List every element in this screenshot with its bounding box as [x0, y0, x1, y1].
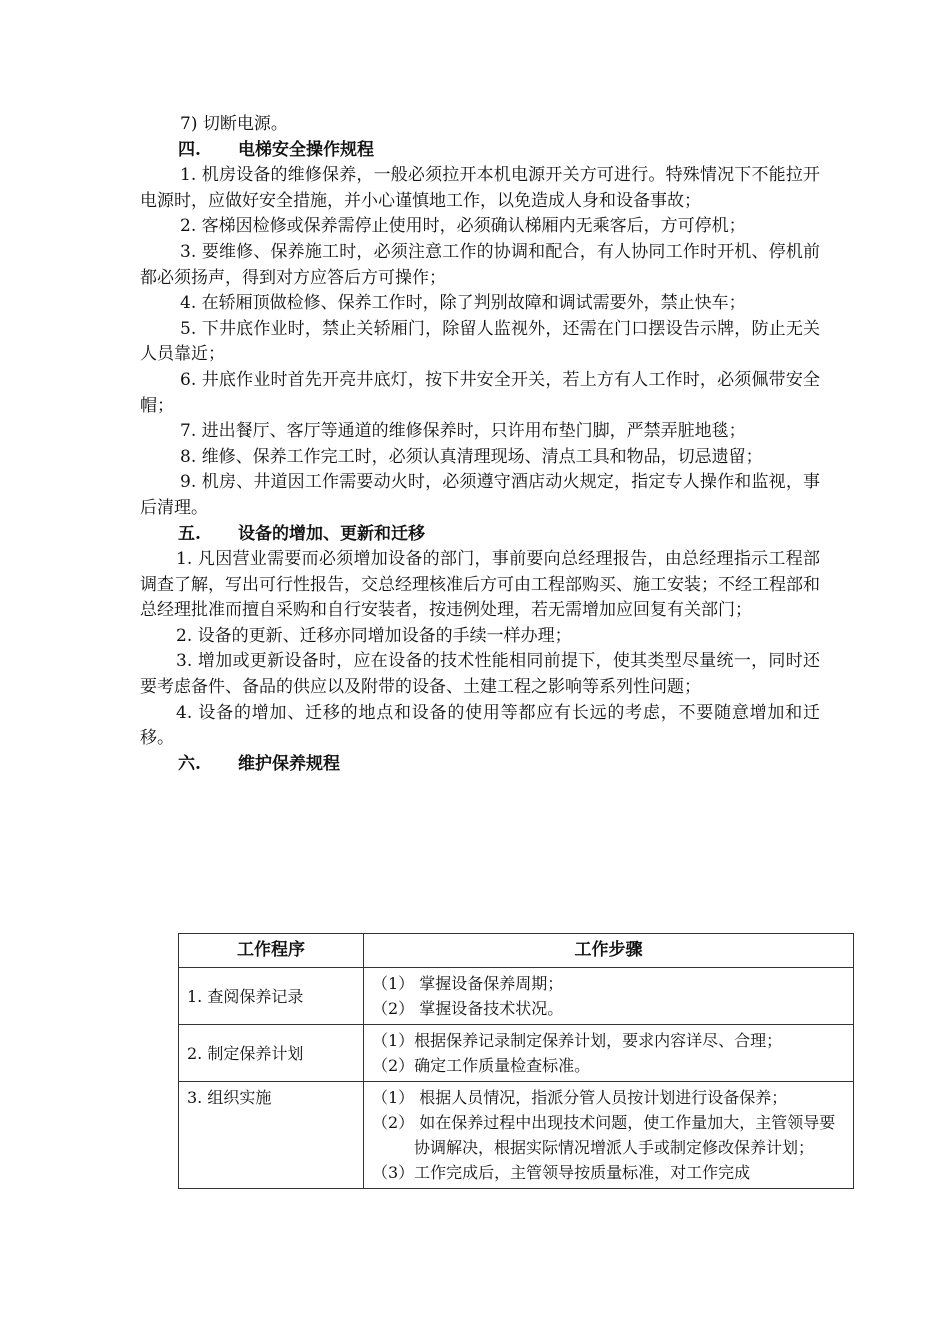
section-4-item-6: 6. 井底作业时首先开亮井底灯，按下井安全开关，若上方有人工作时，必须佩带安全帽； [140, 369, 820, 416]
section-5-heading [140, 522, 820, 548]
procedure-label: 3. 组织实施 [187, 1088, 272, 1107]
maintenance-procedure-table [178, 933, 854, 1189]
step-line: （2） 如在保养过程中出现技术问题，使工作量加大，主管领导要协调解决，根据实际情况增派人手或制定修改保养计划； [372, 1113, 836, 1157]
header-steps: 工作步骤 [364, 934, 854, 968]
section-5-item-2: 2. 设备的更新、迁移亦同增加设备的手续一样办理； [176, 625, 572, 646]
section-4-item-1: 1. 机房设备的维修保养，一般必须拉开本机电源开关方可进行。特殊情况下不能拉开电源时，应做好安全措施，并小心谨慎地工作，以免造成人身和设备事故； [140, 165, 820, 211]
procedure-cell [179, 968, 364, 1025]
steps-cell [364, 968, 854, 1025]
procedure-cell [179, 1025, 364, 1082]
document-body [140, 112, 820, 777]
header-procedure: 工作程序 [179, 934, 364, 968]
section-5-number: 五. [178, 523, 201, 544]
step-line: （1） 掌握设备保养周期； [372, 974, 564, 993]
procedure-cell [179, 1082, 364, 1189]
section-4-number: 四. [178, 139, 201, 160]
section-6-number: 六. [178, 753, 201, 774]
section-4-item-7: 7. 进出餐厅、客厅等通道的维修保养时，只许用布垫门脚，严禁弄脏地毯； [180, 421, 746, 442]
step-line: （3）工作完成后，主管领导按质量标准，对工作完成 [372, 1163, 751, 1182]
section-4-item-3: 3. 要维修、保养施工时，必须注意工作的协调和配合，有人协同工作时开机、停机前都必须扬声，得到对方应答后方可操作； [140, 241, 820, 288]
section-4-heading [140, 138, 820, 164]
table-row [179, 1082, 854, 1189]
section-5-item-3: 3. 增加或更新设备时，应在设备的技术性能相同前提下，使其类型尽量统一，同时还要考虑备件、备品的供应以及附带的设备、土建工程之影响等系列性问题； [140, 651, 820, 698]
section-4-item-2: 2. 客梯因检修或保养需停止使用时，必须确认梯厢内无乘客后，方可停机； [180, 216, 746, 237]
steps-cell [364, 1025, 854, 1082]
section-4-item-5: 5. 下井底作业时，禁止关轿厢门，除留人监视外，还需在门口摆设告示牌，防止无关人员靠近； [140, 318, 820, 365]
section-4-item-9: 9. 机房、井道因工作需要动火时，必须遵守酒店动火规定，指定专人操作和监视，事后清理。 [140, 472, 820, 518]
step-7-text: 7) 切断电源。 [180, 114, 288, 134]
section-6-title: 维护保养规程 [238, 753, 340, 774]
section-5-item-4: 4. 设备的增加、迁移的地点和设备的使用等都应有长远的考虑，不要随意增加和迁移。 [140, 702, 820, 749]
table-row [179, 1025, 854, 1082]
table-row [179, 968, 854, 1025]
procedure-label: 1. 查阅保养记录 [187, 986, 304, 1006]
section-5-item-1: 1. 凡因营业需要而必须增加设备的部门，事前要向总经理报告，由总经理指示工程部调查了解，写出可行性报告，交总经理核准后方可由工程部购买、施工安装；不经工程部和总经理批准而擅自采购和自行安装者，按违例处理，若无需增加应回复有关部门； [140, 549, 820, 621]
step-line: （1）根据保养记录制定保养计划，要求内容详尽、合理； [372, 1031, 783, 1050]
section-4-title: 电梯安全操作规程 [238, 139, 374, 160]
section-5-title: 设备的增加、更新和迁移 [238, 523, 425, 544]
step-line: （2） 掌握设备技术状况。 [372, 999, 564, 1018]
section-6-heading [140, 752, 820, 778]
step-line: （2）确定工作质量检查标准。 [372, 1056, 591, 1075]
section-4-item-4: 4. 在轿厢顶做检修、保养工作时，除了判别故障和调试需要外，禁止快车； [180, 293, 746, 314]
section-4-item-8: 8. 维修、保养工作完工时，必须认真清理现场、清点工具和物品，切忌遗留； [180, 446, 763, 467]
steps-cell [364, 1082, 854, 1189]
procedure-label: 2. 制定保养计划 [187, 1043, 304, 1063]
table-header-row [179, 934, 854, 968]
step-line: （1） 根据人员情况，指派分管人员按计划进行设备保养； [372, 1088, 788, 1107]
